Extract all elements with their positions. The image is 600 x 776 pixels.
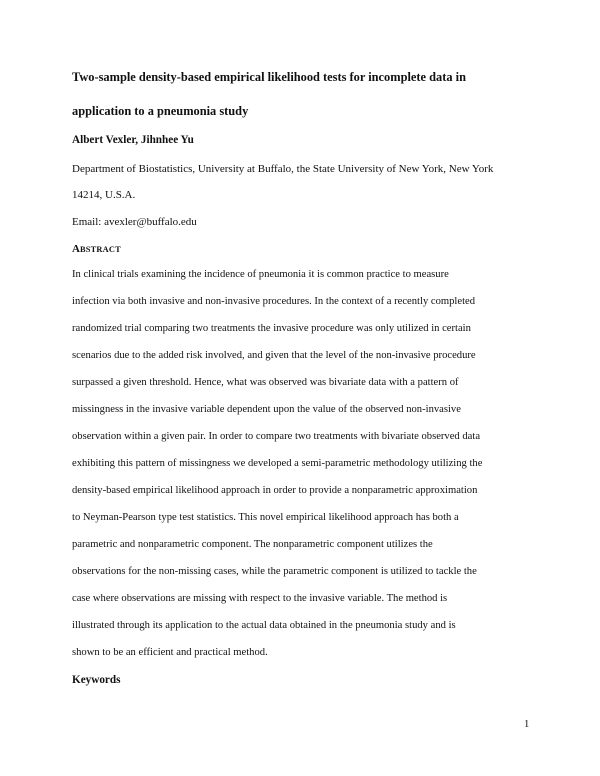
abstract-line: shown to be an efficient and practical method. [72, 647, 268, 658]
abstract-line: infection via both invasive and non-invasive procedures. In the context of a recently completed [72, 296, 476, 307]
abstract-heading [72, 242, 121, 257]
abstract-line: observation within a given pair. In order to compare two treatments with bivariate observed data [72, 431, 481, 442]
abstract-line: illustrated through its application to the actual data obtained in the pneumonia study and is [72, 620, 456, 631]
abstract-line: In clinical trials examining the incidence of pneumonia it is common practice to measure [72, 269, 449, 280]
abstract-line: randomized trial comparing two treatments the invasive procedure was only utilized in certain [72, 323, 471, 334]
abstract-line: surpassed a given threshold. Hence, what was observed was bivariate data with a pattern of [72, 377, 459, 388]
paper-title-line-1: Two-sample density-based empirical likelihood tests for incomplete data in [72, 70, 466, 84]
page-number: 1 [524, 719, 530, 730]
abstract-line: scenarios due to the added risk involved, and given that the level of the non-invasive procedure [72, 350, 476, 361]
abstract-heading-rest: BSTRACT [79, 245, 121, 254]
author-list: Albert Vexler, Jihnhee Yu [72, 134, 194, 146]
affiliation-line-2: 14214, U.S.A. [72, 189, 136, 201]
abstract-line: parametric and nonparametric component. The nonparametric component utilizes the [72, 539, 433, 550]
abstract-line: case where observations are missing with respect to the invasive variable. The method is [72, 593, 448, 604]
abstract-line: density-based empirical likelihood approach in order to provide a nonparametric approximation [72, 485, 478, 496]
abstract-heading-initial: A [72, 243, 80, 255]
abstract-line: observations for the non-missing cases, while the parametric component is utilized to tackle the [72, 566, 477, 577]
keywords-heading: Keywords [72, 674, 121, 686]
abstract-line: to Neyman-Pearson type test statistics. This novel empirical likelihood approach has both a [72, 512, 459, 523]
abstract-line: exhibiting this pattern of missingness we developed a semi-parametric methodology utilizing the [72, 458, 483, 469]
paper-title-line-2: application to a pneumonia study [72, 104, 249, 118]
affiliation-line-1: Department of Biostatistics, University at Buffalo, the State University of New York, New York [72, 163, 494, 175]
abstract-line: missingness in the invasive variable dependent upon the value of the observed non-invasive [72, 404, 461, 415]
contact-email: Email: avexler@buffalo.edu [72, 216, 197, 228]
